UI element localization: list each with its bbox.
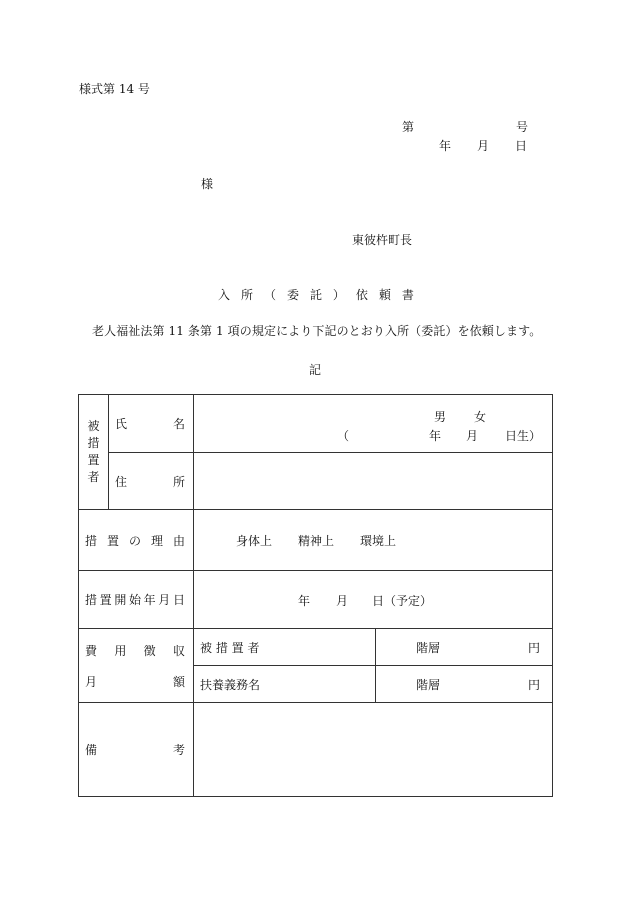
name-label-char: 氏 bbox=[115, 417, 128, 431]
subject-char: 置 bbox=[87, 453, 100, 467]
fee-payer: 扶養義務名 bbox=[200, 677, 261, 692]
fee-yen: 円 bbox=[527, 640, 540, 655]
title-char: 所 bbox=[240, 288, 253, 302]
address-label-cell bbox=[109, 453, 194, 510]
reason-option[interactable]: 精神上 bbox=[298, 533, 335, 548]
start-label-cell bbox=[79, 571, 194, 629]
name-label-char: 名 bbox=[172, 417, 185, 431]
name-row bbox=[79, 395, 553, 453]
start-day: 日（予定） bbox=[372, 593, 433, 608]
ki-heading: 記 bbox=[309, 363, 322, 377]
reason-row bbox=[79, 510, 553, 571]
gender-male[interactable]: 男 bbox=[434, 409, 447, 424]
title-char: （ bbox=[263, 288, 276, 302]
start-label-char: 日 bbox=[172, 593, 185, 607]
start-label-char: 年 bbox=[143, 593, 156, 607]
subject-char: 措 bbox=[87, 436, 100, 450]
start-date-row bbox=[79, 571, 553, 629]
form-number: 様式第 14 号 bbox=[79, 82, 150, 96]
fee-tier: 階層 bbox=[416, 677, 441, 692]
fee-amount-cell[interactable] bbox=[376, 666, 553, 703]
fee-label-char: 月 bbox=[85, 674, 98, 689]
remarks-label-char: 考 bbox=[172, 743, 185, 757]
reason-option[interactable]: 身体上 bbox=[236, 533, 273, 548]
reason-label-char: の bbox=[128, 533, 141, 548]
fee-payer-cell bbox=[194, 629, 376, 666]
title-char: ） bbox=[332, 288, 345, 302]
start-month: 月 bbox=[336, 593, 349, 608]
title-char: 託 bbox=[309, 288, 322, 302]
fee-tier: 階層 bbox=[416, 640, 441, 655]
address-row bbox=[79, 453, 553, 510]
birth-year: 年 bbox=[429, 428, 442, 443]
fee-amount-cell[interactable] bbox=[376, 629, 553, 666]
issuer: 東彼杵町長 bbox=[352, 233, 413, 247]
issue-year: 年 bbox=[439, 139, 452, 153]
reason-label-char: 由 bbox=[172, 533, 185, 548]
fee-label-char: 用 bbox=[114, 643, 127, 658]
fee-label-char: 費 bbox=[85, 643, 98, 658]
fee-label-char: 徴 bbox=[143, 643, 156, 658]
fee-payer: 被 措 置 者 bbox=[200, 640, 260, 655]
gender-female[interactable]: 女 bbox=[474, 409, 487, 424]
birth-open: （ bbox=[337, 428, 350, 443]
remarks-row bbox=[79, 703, 553, 797]
reason-label-char: 置 bbox=[106, 533, 119, 548]
reason-value-cell bbox=[194, 510, 553, 571]
address-label-char: 所 bbox=[172, 474, 185, 489]
subject-group-cell bbox=[79, 395, 109, 510]
title-char: 書 bbox=[401, 288, 414, 302]
reason-label-char: 理 bbox=[150, 533, 163, 548]
title-char: 頼 bbox=[378, 288, 391, 302]
start-label-char: 始 bbox=[128, 593, 141, 607]
document-title bbox=[218, 286, 414, 303]
title-char: 入 bbox=[218, 288, 231, 302]
fee-label-char: 収 bbox=[172, 643, 185, 658]
name-label-cell bbox=[109, 395, 194, 453]
subject-char: 被 bbox=[87, 419, 100, 433]
start-label-char: 置 bbox=[99, 593, 112, 607]
title-char: 委 bbox=[286, 288, 299, 302]
start-year: 年 bbox=[298, 593, 311, 608]
title-char: 依 bbox=[355, 288, 368, 302]
start-label-char: 開 bbox=[114, 593, 127, 607]
issue-date bbox=[439, 137, 527, 154]
reason-label-char: 措 bbox=[85, 533, 98, 548]
birth-day: 日生） bbox=[505, 428, 542, 443]
start-label-char: 月 bbox=[158, 593, 171, 607]
fee-yen: 円 bbox=[527, 677, 540, 692]
remarks-label-char: 備 bbox=[85, 743, 98, 757]
fee-row-1 bbox=[79, 629, 553, 666]
address-label-char: 住 bbox=[115, 474, 128, 489]
issue-month: 月 bbox=[476, 139, 489, 153]
subject-char: 者 bbox=[87, 470, 100, 484]
remarks-label-cell bbox=[79, 703, 194, 797]
issue-day: 日 bbox=[514, 139, 527, 153]
fee-label-cell bbox=[79, 629, 194, 703]
reason-option[interactable]: 環境上 bbox=[360, 533, 397, 548]
doc-number-go: 号 bbox=[516, 120, 529, 134]
name-value-cell[interactable] bbox=[194, 395, 553, 453]
start-label-char: 措 bbox=[85, 593, 98, 607]
doc-number-dai: 第 bbox=[402, 120, 415, 134]
remarks-value-cell[interactable] bbox=[194, 703, 553, 797]
address-value-cell[interactable] bbox=[194, 453, 553, 510]
addressee-suffix: 様 bbox=[201, 177, 214, 191]
intro-text: 老人福祉法第 11 条第 1 項の規定により下記のとおり入所（委託）を依頼します。 bbox=[92, 324, 542, 338]
reason-label-cell bbox=[79, 510, 194, 571]
birth-month: 月 bbox=[466, 428, 479, 443]
request-form-table bbox=[78, 394, 553, 797]
start-date-value-cell[interactable] bbox=[194, 571, 553, 629]
fee-payer-cell bbox=[194, 666, 376, 703]
fee-label-char: 額 bbox=[172, 674, 185, 689]
